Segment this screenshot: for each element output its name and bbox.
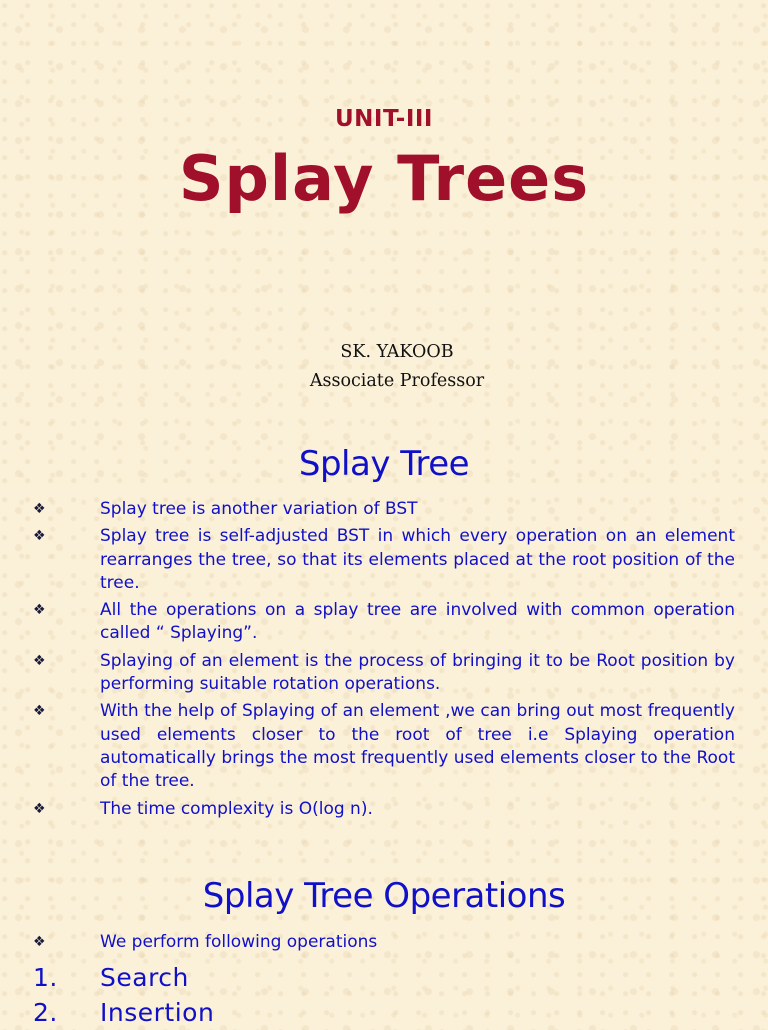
list-item <box>0 525 768 595</box>
bullet-text: Splay tree is another variation of BST <box>100 499 418 519</box>
diamond-bullet-icon: ❖ <box>33 934 46 950</box>
operations-bullets <box>0 931 768 958</box>
numbered-item <box>0 995 768 1030</box>
bullet-text: We perform following operations <box>100 932 378 952</box>
splay-tree-bullets <box>0 498 768 825</box>
bullet-text: Splaying of an element is the process of bringing it to be Root position by performing suitable rotation operations. <box>100 650 735 695</box>
item-number: 2. <box>33 998 58 1027</box>
main-title: Splay Trees <box>178 142 590 215</box>
diamond-bullet-icon: ❖ <box>33 652 46 669</box>
numbered-item <box>0 960 768 995</box>
bullet-text: The time complexity is O(log n). <box>100 798 373 819</box>
diamond-bullet-icon: ❖ <box>33 528 46 545</box>
author-role: Associate Professor <box>309 371 485 391</box>
list-item <box>0 650 768 697</box>
operations-numbered-list <box>0 960 768 1030</box>
list-item <box>0 498 768 521</box>
diamond-bullet-icon: ❖ <box>33 501 46 517</box>
section-title-splay-tree: Splay Tree <box>298 444 470 484</box>
list-item <box>0 700 768 793</box>
diamond-bullet-icon: ❖ <box>33 800 46 817</box>
item-number: 1. <box>33 963 58 992</box>
author-name: SK. YAKOOB <box>340 342 454 362</box>
bullet-text: Splay tree is self-adjusted BST in which every operation on an element rearranges the tree, so that its elements placed at the root position of the tree. <box>100 526 735 593</box>
section-title-operations: Splay Tree Operations <box>202 876 566 916</box>
item-label: Search <box>100 963 189 992</box>
diamond-bullet-icon: ❖ <box>33 703 46 720</box>
bullet-text: With the help of Splaying of an element ,we can bring out most frequently used elements closer to the root of tree i.e Splaying operation automatically brings the most frequently used elements closer to the Root of the tree. <box>100 701 735 792</box>
author-block <box>0 338 768 396</box>
item-label: Insertion <box>100 998 215 1027</box>
list-item <box>0 931 768 954</box>
diamond-bullet-icon: ❖ <box>33 602 46 619</box>
unit-label: UNIT-III <box>334 106 433 132</box>
bullet-text: All the operations on a splay tree are involved with common operation called “ Splaying”. <box>100 600 735 644</box>
list-item <box>0 798 768 821</box>
list-item <box>0 599 768 646</box>
